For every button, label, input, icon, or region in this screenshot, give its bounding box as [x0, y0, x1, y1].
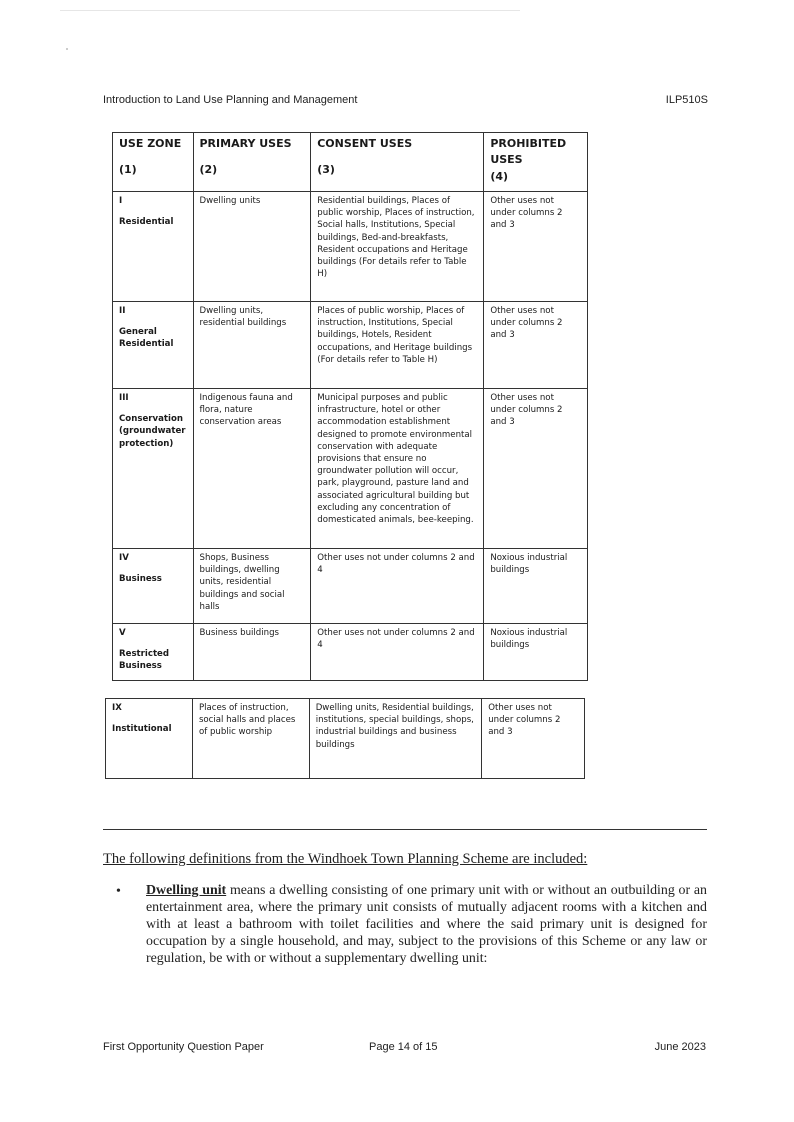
zone-number: IV — [119, 553, 129, 563]
consent-uses-cell: Residential buildings, Places of public worship, Places of instruction, Social halls, Institutions, Special buildings, Bed-and-breakfasts, Resident occupations and Heritage buildings (For details refer to Table H) — [311, 192, 484, 302]
zone-number: III — [119, 393, 129, 403]
primary-uses-cell: Business buildings — [193, 624, 311, 681]
zone-number: I — [119, 196, 123, 206]
definition-text: means a dwelling consisting of one primary unit with or without an outbuilding or an entertainment area, where the primary unit consists of mutually adjacent rooms with a kitchen and with at least a bathroom with toilet facilities and where the said primary unit is designed for occupation by a single household, and may, subject to the provisions of this Scheme or any law or regulation, be with or without a supplementary dwelling unit: — [146, 883, 708, 966]
page-number: Page 14 of 15 — [369, 1041, 438, 1053]
primary-uses-cell: Dwelling units, residential buildings — [193, 302, 311, 389]
zone-name: Conservation (groundwater protection) — [119, 414, 186, 449]
zone-number: IX — [112, 703, 122, 713]
table-row — [113, 624, 588, 681]
prohibited-uses-cell: Other uses not under columns 2 and 3 — [482, 699, 585, 779]
table-row — [113, 549, 588, 624]
column-header — [113, 133, 194, 192]
column-label: PROHIBITED USES — [490, 137, 567, 166]
column-number: (1) — [119, 162, 137, 176]
column-number: (4) — [490, 170, 509, 184]
consent-uses-cell: Other uses not under columns 2 and 4 — [311, 549, 484, 624]
table-row — [113, 302, 588, 389]
table-header-row — [113, 133, 588, 192]
table-row — [113, 389, 588, 549]
consent-uses-cell: Dwelling units, Residential buildings, institutions, special buildings, shops, industrial buildings and business buildings — [309, 699, 482, 779]
scan-artifact-line — [60, 10, 520, 11]
column-number: (3) — [317, 162, 335, 176]
table-row — [106, 699, 585, 779]
footer-left: First Opportunity Question Paper — [103, 1041, 264, 1053]
table-row — [113, 192, 588, 302]
definition-term: Dwelling unit — [146, 883, 227, 898]
prohibited-uses-cell: Other uses not under columns 2 and 3 — [484, 302, 588, 389]
header-code: ILP510S — [665, 94, 708, 106]
column-header — [193, 133, 311, 192]
scan-artifact-dot — [66, 48, 68, 50]
zone-number: II — [119, 306, 126, 316]
institutional-zone-table — [105, 698, 585, 779]
column-header — [484, 133, 588, 192]
definition-item — [146, 882, 707, 967]
footer-date: June 2023 — [654, 1041, 706, 1053]
primary-uses-cell: Indigenous fauna and flora, nature conservation areas — [193, 389, 311, 549]
column-label: PRIMARY USES — [199, 137, 292, 150]
prohibited-uses-cell: Noxious industrial buildings — [484, 549, 588, 624]
bullet-marker: • — [116, 884, 121, 899]
primary-uses-cell: Dwelling units — [193, 192, 311, 302]
prohibited-uses-cell: Other uses not under columns 2 and 3 — [484, 192, 588, 302]
consent-uses-cell: Places of public worship, Places of instruction, Institutions, Special buildings, Hotels, Resident occupations, and Heritage buildings (For details refer to Table H) — [311, 302, 484, 389]
zone-number: V — [119, 628, 126, 638]
use-zones-table — [112, 132, 588, 681]
zone-cell — [113, 192, 194, 302]
definitions-intro: The following definitions from the Windhoek Town Planning Scheme are included: — [103, 851, 588, 867]
column-header — [311, 133, 484, 192]
consent-uses-cell: Other uses not under columns 2 and 4 — [311, 624, 484, 681]
primary-uses-cell: Shops, Business buildings, dwelling units, residential buildings and social halls — [193, 549, 311, 624]
zone-name: Institutional — [112, 724, 172, 735]
section-divider — [103, 829, 707, 830]
prohibited-uses-cell: Other uses not under columns 2 and 3 — [484, 389, 588, 549]
zone-cell — [113, 302, 194, 389]
zone-name: General Residential — [119, 327, 174, 350]
column-label: CONSENT USES — [317, 137, 413, 150]
consent-uses-cell: Municipal purposes and public infrastructure, hotel or other accommodation establishment designed to promote environmental conservation with adequate provisions that ensure no groundwater pollution will occur, park, playground, pasture land and associated agricultural building but excluding any concentration of domesticated animals, bee-keeping. — [311, 389, 484, 549]
zone-cell — [113, 624, 194, 681]
zone-cell — [113, 389, 194, 549]
zone-name: Business — [119, 574, 162, 585]
zone-cell — [106, 699, 193, 779]
zone-cell — [113, 549, 194, 624]
column-number: (2) — [199, 162, 218, 176]
header-title: Introduction to Land Use Planning and Management — [103, 94, 358, 106]
prohibited-uses-cell: Noxious industrial buildings — [484, 624, 588, 681]
zone-name: Residential — [119, 217, 174, 228]
primary-uses-cell: Places of instruction, social halls and places of public worship — [192, 699, 309, 779]
zone-name: Restricted Business — [119, 649, 170, 672]
column-label: USE ZONE — [119, 137, 182, 150]
